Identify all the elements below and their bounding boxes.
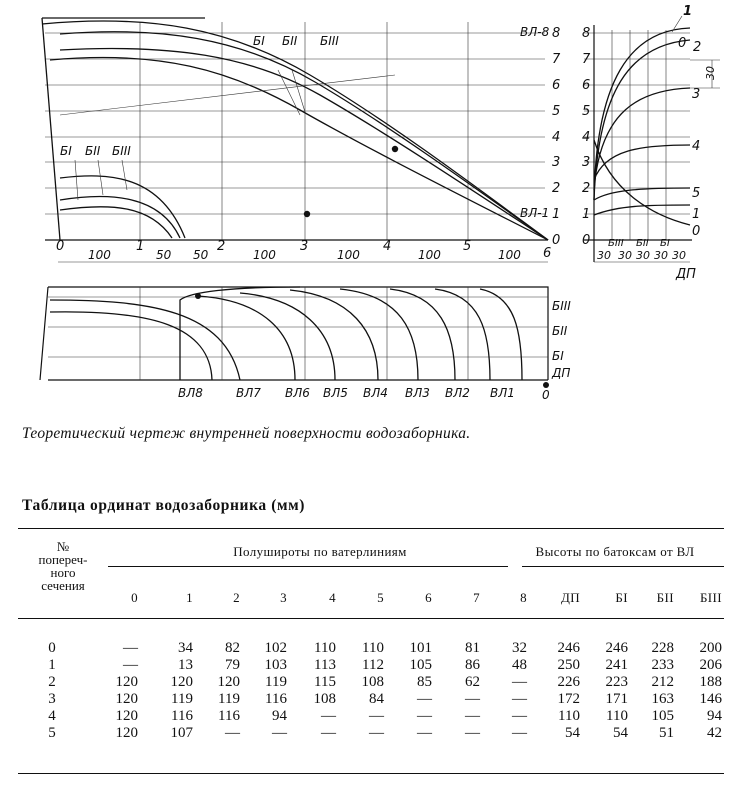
bp-dim-2: 30: [618, 249, 632, 262]
bp-height-0: 0: [582, 233, 591, 248]
plan-wl-8: ВЛ8: [178, 386, 203, 400]
buttock-label-lower-3: БIII: [112, 144, 131, 158]
table-cell: 120: [115, 674, 138, 690]
buttock-label-1: БI: [253, 34, 265, 48]
table-cell: —: [512, 674, 527, 690]
table-cell: —: [369, 725, 384, 741]
table-cell: 54: [613, 725, 628, 741]
table-cell: —: [417, 725, 432, 741]
bp-height-7: 7: [582, 52, 591, 67]
spacing-label-3: 50: [193, 248, 209, 262]
spacing-label-7: 100: [498, 248, 521, 262]
table-cell: 102: [264, 640, 287, 656]
bp-dim-5: 30: [672, 249, 686, 262]
table-cell: 241: [605, 657, 628, 673]
plan-wl-5: ВЛ5: [323, 386, 348, 400]
table-cell: —: [512, 691, 527, 707]
table-cell: —: [123, 640, 138, 656]
table-cell: 54: [565, 725, 580, 741]
bp-curve-3: 3: [692, 87, 701, 102]
table-bottom-rule: [18, 773, 724, 774]
table-cell: 82: [225, 640, 240, 656]
bp-height-2: 2: [582, 181, 591, 196]
section-number: 2: [48, 674, 56, 690]
table-cell: 51: [659, 725, 674, 741]
wl-label-7: 7: [552, 52, 561, 67]
section-header: [18, 540, 108, 592]
table-cell: 212: [651, 674, 674, 690]
table-cell: 223: [605, 674, 628, 690]
table-cell: 200: [699, 640, 722, 656]
bp-curve-2: 2: [693, 40, 702, 55]
bp-curve-1-bottom: 1: [692, 207, 701, 222]
bp-buttock-3: БIII: [608, 238, 624, 249]
column-header: БIII: [699, 590, 722, 605]
section-header-line-1: №: [56, 539, 70, 554]
plan-buttock-3: БIII: [552, 299, 571, 313]
table-cell: 113: [314, 657, 336, 673]
wl-label-1: 1: [552, 207, 561, 222]
plan-wl-7: ВЛ7: [236, 386, 261, 400]
column-header: БI: [615, 590, 628, 605]
table-cell: 107: [170, 725, 193, 741]
plan-view: [40, 287, 571, 402]
table-cell: 120: [115, 691, 138, 707]
table-cell: 62: [465, 674, 480, 690]
section-number: 1: [48, 657, 56, 673]
bp-curve-4: 4: [692, 139, 701, 154]
section-header-line-2: попереч-: [38, 552, 88, 567]
column-header: 5: [377, 590, 384, 605]
figure-caption: Теоретический чертеж внутренней поверхности водозаборника.: [22, 425, 471, 442]
section-header-line-3: ного: [50, 565, 76, 580]
table-cell: 34: [178, 640, 193, 656]
table-cell: —: [417, 691, 432, 707]
table-cell: 94: [272, 708, 287, 724]
table-cell: —: [272, 725, 287, 741]
bp-curve-1-top: 1: [683, 4, 693, 19]
table-header-rule: [18, 618, 724, 619]
bp-height-3: 3: [582, 155, 591, 170]
table-cell: —: [512, 708, 527, 724]
table-cell: 226: [557, 674, 580, 690]
table-cell: —: [512, 725, 527, 741]
bp-curve-0-top: 0: [678, 36, 687, 51]
table-cell: 172: [557, 691, 580, 707]
spacing-label-5: 100: [337, 248, 360, 262]
table-cell: 119: [265, 674, 287, 690]
table-cell: —: [465, 708, 480, 724]
column-header: 8: [520, 590, 527, 605]
station-label-3: 3: [300, 239, 309, 254]
station-label-5: 5: [463, 239, 472, 254]
bp-dim-4: 30: [654, 249, 668, 262]
plan-buttock-1: БI: [552, 349, 564, 363]
wl-label-8: 8: [552, 26, 561, 41]
table-cell: 206: [699, 657, 722, 673]
bp-height-8: 8: [582, 26, 591, 41]
plan-wl-0: 0: [542, 388, 550, 402]
table-cell: 110: [606, 708, 628, 724]
spacing-label-4: 100: [253, 248, 276, 262]
wl-label-4: 4: [552, 130, 561, 145]
section-number: 4: [48, 708, 56, 724]
table-cell: 246: [605, 640, 628, 656]
table-cell: 81: [465, 640, 480, 656]
section-header-line-4: сечения: [41, 578, 85, 593]
table-cell: 116: [171, 708, 193, 724]
column-header: 3: [280, 590, 287, 605]
group-rule-2: [522, 566, 724, 567]
bp-curve-0-bottom: 0: [692, 224, 701, 239]
bp-buttock-1: БI: [660, 238, 670, 249]
table-cell: —: [321, 725, 336, 741]
plan-wl-1: ВЛ1: [490, 386, 515, 400]
section-number: 0: [48, 640, 56, 656]
buttock-label-lower-1: БI: [60, 144, 72, 158]
station-label-0: 0: [56, 239, 65, 254]
table-cell: —: [369, 708, 384, 724]
table-cell: 119: [218, 691, 240, 707]
plan-wl-3: ВЛ3: [405, 386, 430, 400]
table-cell: 32: [512, 640, 527, 656]
station-label-4: 4: [383, 239, 392, 254]
column-header: 0: [131, 590, 138, 605]
section-number: 3: [48, 691, 56, 707]
column-header: 4: [329, 590, 336, 605]
table-cell: 110: [314, 640, 336, 656]
bp-dp-label: ДП: [676, 267, 696, 282]
plan-wl-6: ВЛ6: [285, 386, 310, 400]
column-header: БII: [656, 590, 674, 605]
group-heights: Высоты по батоксам от ВЛ: [535, 544, 695, 559]
bp-height-6: 6: [582, 78, 591, 93]
table-cell: 94: [707, 708, 722, 724]
bp-curve-5: 5: [692, 186, 701, 201]
station-label-2: 2: [217, 239, 226, 254]
bp-dim-30: 30: [704, 66, 717, 80]
bp-dim-3: 30: [636, 249, 650, 262]
plan-wl-2: ВЛ2: [445, 386, 470, 400]
table-cell: 101: [409, 640, 432, 656]
table-cell: 108: [361, 674, 384, 690]
table-cell: —: [465, 725, 480, 741]
table-cell: 79: [225, 657, 240, 673]
bp-height-5: 5: [582, 104, 591, 119]
wl-label-0: 0: [552, 233, 561, 248]
buttock-label-3: БIII: [320, 34, 339, 48]
table-cell: 233: [651, 657, 674, 673]
table-cell: 116: [265, 691, 287, 707]
table-cell: —: [225, 725, 240, 741]
table-cell: 116: [218, 708, 240, 724]
spacing-label-1: 100: [88, 248, 111, 262]
waterline-tag-top: ВЛ-8: [520, 25, 550, 39]
table-top-rule: [18, 528, 724, 529]
table-cell: 120: [115, 708, 138, 724]
buttock-label-2: БII: [282, 34, 298, 48]
table-cell: 103: [264, 657, 287, 673]
station-label-6: 6: [543, 246, 552, 261]
table-cell: 120: [115, 725, 138, 741]
table-cell: 228: [651, 640, 674, 656]
plan-buttock-2: БII: [552, 324, 568, 338]
table-cell: 110: [362, 640, 384, 656]
table-cell: 86: [465, 657, 480, 673]
column-header: ДП: [560, 590, 580, 605]
table-cell: 48: [512, 657, 527, 673]
table-cell: 110: [558, 708, 580, 724]
table-cell: —: [321, 708, 336, 724]
bp-dim-1: 30: [597, 249, 611, 262]
table-cell: 112: [362, 657, 384, 673]
table-cell: 188: [699, 674, 722, 690]
side-view: [42, 18, 561, 262]
table-cell: 250: [557, 657, 580, 673]
table-cell: 105: [409, 657, 432, 673]
spacing-label-2: 50: [156, 248, 172, 262]
wl-label-2: 2: [552, 181, 561, 196]
table-cell: 120: [217, 674, 240, 690]
bp-height-1: 1: [582, 207, 591, 222]
group-half-breadths: Полушироты по ватерлиниям: [233, 544, 407, 559]
wl-label-3: 3: [552, 155, 561, 170]
table-cell: —: [465, 691, 480, 707]
table-cell: 108: [313, 691, 336, 707]
group-rule-1: [108, 566, 508, 567]
table-cell: 163: [651, 691, 674, 707]
body-plan: [582, 4, 720, 282]
table-cell: 171: [605, 691, 628, 707]
table-cell: 119: [171, 691, 193, 707]
table-cell: —: [123, 657, 138, 673]
table-cell: 85: [417, 674, 432, 690]
table-cell: 120: [170, 674, 193, 690]
column-header: 6: [425, 590, 432, 605]
waterline-tag-one: ВЛ-1: [520, 206, 550, 220]
section-number: 5: [48, 725, 56, 741]
spacing-label-6: 100: [418, 248, 441, 262]
bp-height-4: 4: [582, 130, 591, 145]
plan-wl-4: ВЛ4: [363, 386, 388, 400]
bp-buttock-2: БII: [636, 238, 649, 249]
table-cell: 105: [651, 708, 674, 724]
table-title: Таблица ординат водозаборника (мм): [22, 497, 306, 514]
plan-dp: ДП: [552, 366, 571, 380]
wl-label-6: 6: [552, 78, 561, 93]
column-header: 2: [233, 590, 240, 605]
buttock-label-lower-2: БII: [85, 144, 101, 158]
table-cell: 13: [178, 657, 193, 673]
table-cell: 115: [314, 674, 336, 690]
table-cell: —: [417, 708, 432, 724]
column-header: 1: [186, 590, 193, 605]
table-cell: 246: [557, 640, 580, 656]
wl-label-5: 5: [552, 104, 561, 119]
column-header: 7: [473, 590, 480, 605]
table-cell: 84: [369, 691, 384, 707]
table-cell: 146: [699, 691, 722, 707]
station-label-1: 1: [136, 239, 145, 254]
table-cell: 42: [707, 725, 722, 741]
